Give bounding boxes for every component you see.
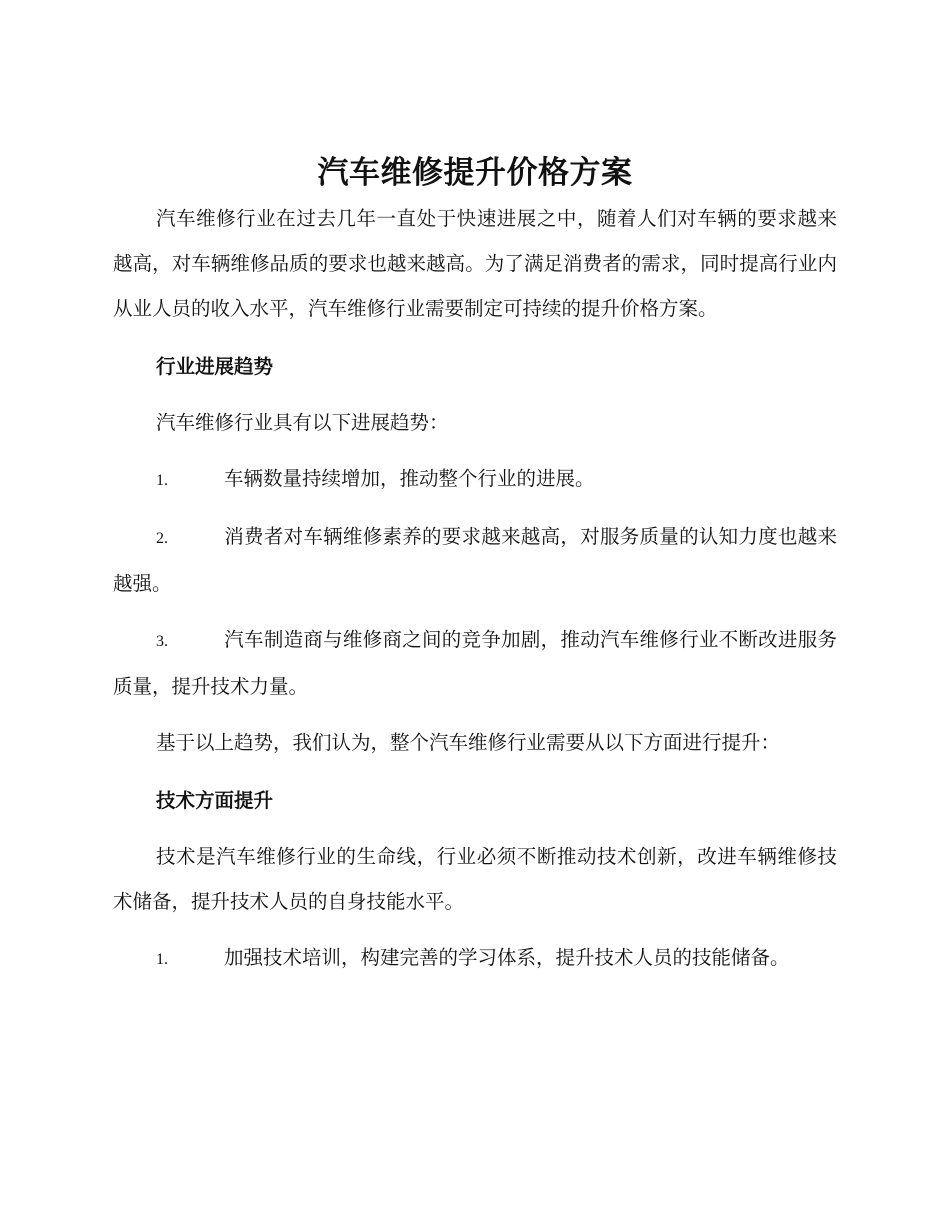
trends-lead-paragraph: 汽车维修行业具有以下进展趋势：: [156, 411, 449, 434]
list-item-text: 消费者对车辆维修素养的要求越来越高，对服务质量的认知力度也越来越强。: [113, 525, 837, 595]
list-item: [113, 456, 837, 503]
section-heading-trends: 行业进展趋势: [156, 355, 274, 378]
list-item: [113, 514, 837, 606]
list-number: 2.: [156, 530, 168, 547]
document-title: 汽车维修提升价格方案: [317, 155, 633, 191]
section-heading-technology: 技术方面提升: [156, 789, 274, 812]
list-item-text: 汽车制造商与维修商之间的竞争加剧，推动汽车维修行业不断改进服务质量，提升技术力量。: [113, 628, 837, 698]
trends-conclusion-paragraph: 基于以上趋势，我们认为，整个汽车维修行业需要从以下方面进行提升：: [156, 731, 781, 754]
intro-paragraph: 汽车维修行业在过去几年一直处于快速进展之中，随着人们对车辆的要求越来越高，对车辆维修品质的要求也越来越高。为了满足消费者的需求，同时提高行业内从业人员的收入水平，汽车维修行业需要制定可持续的提升价格方案。: [113, 207, 837, 320]
list-item: [113, 935, 837, 982]
technology-lead-paragraph: 技术是汽车维修行业的生命线，行业必须不断推动技术创新，改进车辆维修技术储备，提升技术人员的自身技能水平。: [113, 845, 837, 913]
list-item-text: 加强技术培训，构建完善的学习体系，提升技术人员的技能储备。: [224, 946, 790, 969]
list-number: 3.: [156, 633, 168, 650]
list-item-text: 车辆数量持续增加，推动整个行业的进展。: [224, 467, 595, 490]
list-number: 1.: [156, 472, 168, 489]
list-item: [113, 617, 837, 709]
document-content: [113, 150, 837, 982]
list-number: 1.: [156, 951, 168, 968]
